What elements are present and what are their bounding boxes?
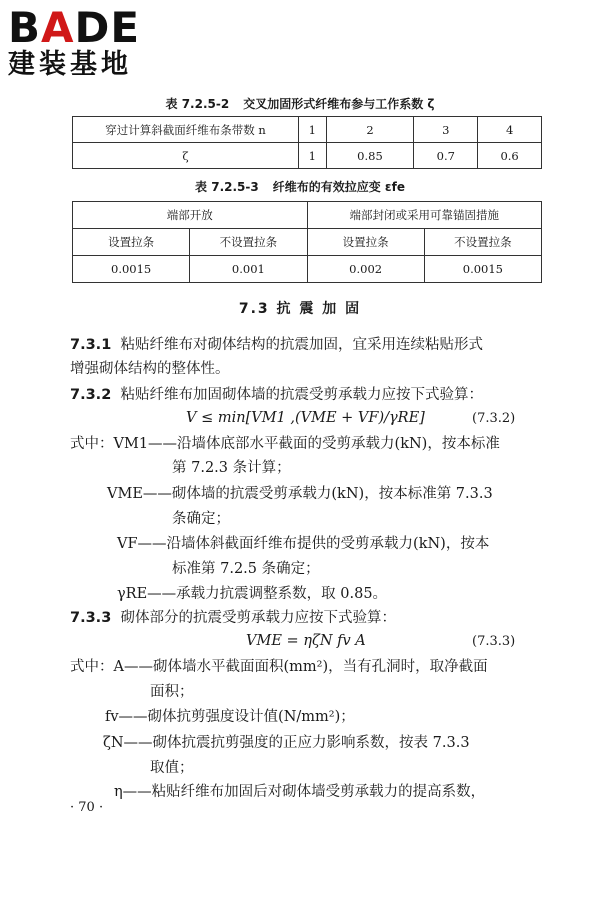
table-header-cell: 端部封闭或采用可靠锚固措施 [307,202,542,229]
table-cell: 3 [414,117,478,143]
table-cell: 4 [478,117,542,143]
definition-line: fv——砌体抗剪强度设计值(N/mm²)； [105,709,355,725]
table-cell: 0.7 [414,143,478,169]
table-header-cell: 设置拉条 [307,229,424,256]
table1 [72,116,542,169]
table-header-cell: 设置拉条 [73,229,190,256]
clause-7-3-1: 7.3.1 粘贴纤维布对砌体结构的抗震加固，宜采用连续粘贴形式 [70,337,484,353]
table2-caption: 表 7.2.5-3 纤维布的有效拉应变 εfe [195,180,405,194]
table-cell: 0.001 [190,256,307,283]
page-number: · 70 · [70,800,104,815]
table-row [73,202,542,229]
definition-line: 面积； [150,684,194,700]
table-cell: 1 [299,117,327,143]
logo-wordmark: BADE [8,3,141,52]
table-cell: 2 [326,117,414,143]
table2 [72,201,542,283]
table-cell: 0.6 [478,143,542,169]
definition-line: γRE——承载力抗震调整系数，取 0.85。 [117,586,388,602]
formula-number: (7.3.2) [472,411,516,426]
formula-number: (7.3.3) [472,634,516,649]
table-cell: 0.002 [307,256,424,283]
table-cell: ζ [73,143,299,169]
definition-line: 式中：VM1——沿墙体底部水平截面的受剪承载力(kN)，按本标准 [70,436,500,452]
table-cell: 1 [299,143,327,169]
definition-line: 标准第 7.2.5 条确定； [172,561,320,577]
formula-7-3-2: V ≤ min[VM1 ,(VME + VF)/γRE] [186,410,425,426]
table-row [73,143,542,169]
table-header-cell: 不设置拉条 [424,229,541,256]
logo-subtitle: 建装基地 [8,49,132,80]
definition-line: 式中：A——砌体墙水平截面面积(mm²)，当有孔洞时，取净截面 [70,659,488,675]
clause-7-3-2: 7.3.2 粘贴纤维布加固砌体墙的抗震受剪承载力应按下式验算： [70,387,484,403]
definition-line: 第 7.2.3 条计算； [172,460,291,476]
table-cell: 0.0015 [73,256,190,283]
definition-line: 条确定； [172,511,230,527]
definition-line: 取值； [150,760,194,776]
table1-caption: 表 7.2.5-2 交叉加固形式纤维布参与工作系数 ζ [165,97,435,111]
paragraph-line: 增强砌体结构的整体性。 [70,361,230,377]
clause-7-3-3: 7.3.3 砌体部分的抗震受剪承载力应按下式验算： [70,610,397,626]
table-header-cell: 不设置拉条 [190,229,307,256]
brand-logo [8,3,178,84]
table-row [73,256,542,283]
formula-7-3-3: VME = ηζN fv A [246,633,366,649]
table-row [73,229,542,256]
table-cell: 0.85 [326,143,414,169]
definition-line: VF——沿墙体斜截面纤维布提供的受剪承载力(kN)，按本 [117,536,490,552]
definition-line: η——粘贴纤维布加固后对砌体墙受剪承载力的提高系数， [114,784,486,800]
table-row [73,117,542,143]
section-title: 7.3 抗 震 加 固 [238,301,362,317]
definition-line: VME——砌体墙的抗震受剪承载力(kN)，按本标准第 7.3.3 [107,486,493,502]
table-cell: 0.0015 [424,256,541,283]
table-cell: 穿过计算斜截面纤维布条带数 n [73,117,299,143]
definition-line: ζN——砌体抗震抗剪强度的正应力影响系数，按表 7.3.3 [103,735,470,751]
table-header-cell: 端部开放 [73,202,308,229]
